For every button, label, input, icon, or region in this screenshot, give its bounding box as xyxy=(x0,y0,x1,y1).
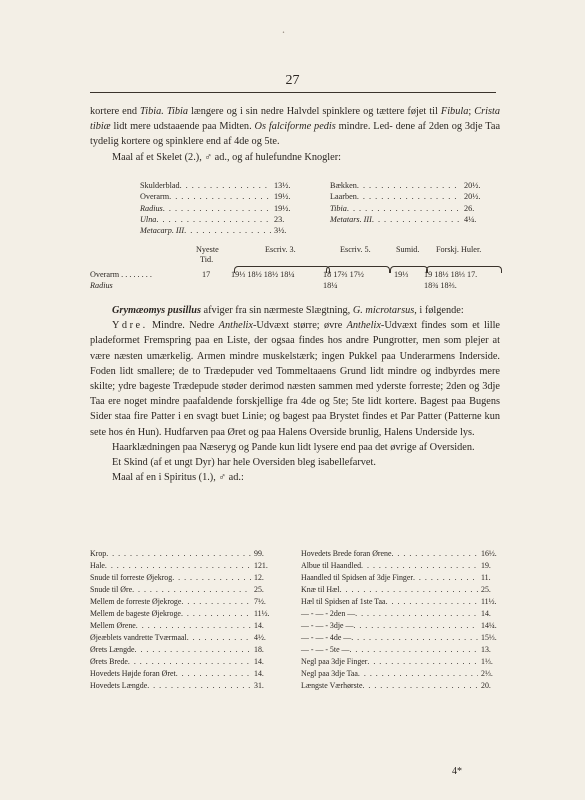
measurement-value: 14. xyxy=(254,669,264,678)
measurement-value: 15⅓. xyxy=(481,633,497,642)
signature-mark: 4* xyxy=(452,766,462,777)
leader-dots xyxy=(357,191,461,202)
header-rule xyxy=(90,92,496,93)
measurement-label: — - — - 3dje — xyxy=(301,621,354,630)
leader-dots xyxy=(187,632,251,644)
leader-dots xyxy=(184,225,271,236)
skeleton-left-column xyxy=(140,180,310,236)
measurement-label: Snude til Øre xyxy=(90,585,133,594)
measurement-value: 11½. xyxy=(254,609,270,618)
measurement-value: 2⅓. xyxy=(481,669,493,678)
measurement-row xyxy=(301,596,507,608)
measurement-row xyxy=(90,632,280,644)
skeleton-label: Radius xyxy=(140,203,163,213)
measurement-row xyxy=(90,644,280,656)
measurement-value: 16½. xyxy=(481,549,497,558)
leader-dots xyxy=(181,596,251,608)
skeleton-label: Skulderblad xyxy=(140,181,180,190)
header-forskj: Forskj. Huler. xyxy=(436,245,482,254)
leader-dots xyxy=(163,203,271,214)
measurement-row xyxy=(90,548,280,560)
text-fragment: Anthelix xyxy=(346,320,381,332)
leader-dots xyxy=(351,632,478,644)
skin-paragraph: Et Skind (af et ungt Dyr) har hele Oversiden bleg isabellefarvet. xyxy=(112,457,376,469)
measurement-value: 7½. xyxy=(254,597,266,606)
text-fragment: Mindre. Nedre xyxy=(147,320,219,332)
text-fragment: Anthelix xyxy=(218,320,253,332)
text-fragment: -Udvæxt større; øvre xyxy=(252,320,347,332)
header-nyeste: Nyeste xyxy=(196,245,219,254)
leader-dots xyxy=(147,680,251,692)
leader-dots xyxy=(358,668,478,680)
skeleton-value: 19½. xyxy=(274,192,291,202)
row-label-text: Overarm xyxy=(90,270,120,279)
skeleton-label: Metatars. III xyxy=(330,214,372,224)
hair-paragraph: Haarklædningen paa Næseryg og Pande kun lidt lysere end paa det øvrige af Oversiden. xyxy=(112,441,475,453)
leader-dots xyxy=(413,572,478,584)
measurement-row xyxy=(301,668,507,680)
leader-dots xyxy=(386,596,478,608)
leader-dots xyxy=(181,608,251,620)
text-fragment: Fibula xyxy=(440,106,469,117)
skeleton-row xyxy=(330,191,500,202)
skeleton-row xyxy=(140,214,310,225)
cell-overarm-escriv3: 19⅓ 18½ 18½ 18¼ xyxy=(231,270,295,279)
measurement-row xyxy=(301,644,507,656)
measurement-row xyxy=(301,656,507,668)
leader-dots xyxy=(136,620,251,632)
measurement-value: 14. xyxy=(254,621,264,630)
stray-mark: • xyxy=(282,30,285,36)
measurement-row xyxy=(90,572,280,584)
skeleton-intro: Maal af et Skelet (2.), ♂ ad., og af hulefundne Knogler: xyxy=(112,151,342,163)
measurement-row xyxy=(90,584,280,596)
leader-dots xyxy=(353,620,478,632)
measurement-label: Snude til forreste Øjekrog xyxy=(90,573,173,582)
measurement-label: Mellem Ørene xyxy=(90,621,136,630)
header-sumid: Sumid. xyxy=(396,245,420,254)
measurement-value: 99. xyxy=(254,549,264,558)
leader-dots xyxy=(132,584,251,596)
header-tid: Tid. xyxy=(200,255,214,264)
measurement-label: — - — - 5te — xyxy=(301,645,350,654)
leader-dots xyxy=(361,560,478,572)
leader-dots xyxy=(340,584,478,596)
cell-radius-forskj: 18¾ 18⅔. xyxy=(424,281,457,290)
section-label: Ydre. xyxy=(112,320,148,332)
text-fragment: Os falciforme pedis xyxy=(254,121,336,133)
measurement-label: Mellem de forreste Øjekroge xyxy=(90,597,182,606)
measurements-left xyxy=(90,548,280,692)
leader-dots xyxy=(128,656,251,668)
text-fragment: afviger fra sin nærmeste Slægtning, xyxy=(200,305,353,316)
cell-overarm-nyeste: 17 xyxy=(202,270,211,279)
skeleton-row xyxy=(140,203,310,214)
measurement-label: Mellem de bageste Øjekroge xyxy=(90,609,181,618)
measurement-label: — - — - 2den — xyxy=(301,609,356,618)
header-escriv5: Escriv. 5. xyxy=(340,245,371,254)
measurement-label: Øjeæblets vandrette Tværmaal xyxy=(90,633,187,642)
measurement-value: 18. xyxy=(254,645,264,654)
measurement-label: Negl paa 3dje Taa xyxy=(301,669,358,678)
cell-overarm-forskj: 19 18½ 18⅓ 17. xyxy=(424,270,478,279)
measurement-label: Knæ til Hæl xyxy=(301,585,340,594)
leader-dots xyxy=(106,548,251,560)
leader-dots xyxy=(349,644,478,656)
external-characters xyxy=(90,318,500,440)
text-fragment: Crista tibiæ xyxy=(90,106,501,133)
measurement-row xyxy=(90,596,280,608)
measurement-value: 11. xyxy=(481,573,491,582)
measurement-row xyxy=(301,680,507,692)
row-label-radius: Radius xyxy=(90,281,113,290)
measurement-label: Ørets Længde xyxy=(90,645,135,654)
related-species: G. microtarsus xyxy=(352,305,415,316)
leader-dots xyxy=(355,608,478,620)
opening-paragraph xyxy=(90,104,500,165)
measurement-value: 1⅓. xyxy=(481,657,493,666)
measurement-value: 14. xyxy=(254,657,264,666)
species-name: Grymæomys pusillus xyxy=(112,305,201,316)
skeleton-label: Metacarp. III xyxy=(140,226,185,236)
measurement-label: Hovedets Højde foran Øret xyxy=(90,669,176,678)
measurement-label: Negl paa 3dje Finger xyxy=(301,657,368,666)
measurement-row xyxy=(301,584,507,596)
measurement-value: 31. xyxy=(254,681,264,690)
species-description xyxy=(90,303,500,485)
text-fragment: -Udvæxt findes som et lille pladeformet Fremspring paa en Liste, der ogsaa findes hos andre Pungrotter, men som plejer at være næsten umærkelig. Armen mindre muskelstærk; ingen Pukkel paa Underarmens Inderside. Foden lidt smallere; de to Trædepuder ved Tommeltaaens Grund lidt mindre og indbyrdes mere skilte; ydre bageste Trædepude støder derimod næsten sammen med yderste forreste; 2den og 3dje Taa ere noget mindre paafaldende forskjellige fra 4de og 5te; 5te lidt kortere. Bagest paa Bugens Sider staa fire Patter i en svagt buet Linie; og bagest paa Brystet findes et Par Patter (Patterne kun sete hos én Hun). Hudfarven paa Øret og paa Halens Overside brunlig, Halens Underside lys. xyxy=(90,320,500,438)
leader-dots xyxy=(367,656,478,668)
measurement-row xyxy=(90,608,280,620)
skeleton-value: 4¼. xyxy=(464,214,477,224)
skeleton-label: Bækken xyxy=(330,181,357,190)
skeleton-value: 20½. xyxy=(464,192,481,202)
spirit-measure-intro: Maal af en i Spiritus (1.), ♂ ad.: xyxy=(112,472,244,484)
skeleton-label: Tibia xyxy=(330,203,347,213)
leader-dots xyxy=(135,644,252,656)
measurement-row xyxy=(90,560,280,572)
text-fragment: Tibia xyxy=(166,106,189,117)
measurement-value: 4½. xyxy=(254,633,266,642)
text-fragment: mindre. Led- xyxy=(335,121,393,133)
measurement-row xyxy=(90,620,280,632)
skeleton-row xyxy=(140,180,310,191)
leader-dots xyxy=(169,191,271,202)
cell-radius-escriv5: 18¼ xyxy=(323,281,338,290)
skeleton-label: Laarben xyxy=(330,192,357,202)
leader-dots xyxy=(180,180,271,191)
cell-overarm-escriv5: 18 17⅔ 17½ xyxy=(323,270,364,279)
measurement-value: 12. xyxy=(254,573,264,582)
measurement-label: Hovedets Længde xyxy=(90,681,148,690)
measurement-row xyxy=(301,548,507,560)
measurement-row xyxy=(90,680,280,692)
measurement-label: Albue til Haandled xyxy=(301,561,362,570)
leader-dots xyxy=(357,180,461,191)
text-fragment: ; xyxy=(468,106,475,117)
cell-overarm-sumid: 19⅓ xyxy=(394,270,409,279)
skeleton-row xyxy=(330,214,500,225)
leader-dots xyxy=(391,548,478,560)
row-label-overarm: Overarm . . . . . . . . xyxy=(90,270,152,279)
measurement-label: Længste Værhørste xyxy=(301,681,363,690)
skeleton-value: 23. xyxy=(274,214,285,224)
text-fragment: længere og i sin nedre Halvdel spinklere og tættere føjet til xyxy=(188,106,438,117)
measurement-value: 20. xyxy=(481,681,491,690)
measurement-value: 14¼. xyxy=(481,621,497,630)
measurement-value: 121. xyxy=(254,561,268,570)
species-intro xyxy=(90,303,500,318)
leader-dots xyxy=(172,572,251,584)
header-escriv3: Escriv. 3. xyxy=(265,245,296,254)
measurement-value: 13. xyxy=(481,645,491,654)
measurement-value: 19. xyxy=(481,561,491,570)
measurement-label: Hæl til Spidsen af 1ste Taa xyxy=(301,597,386,606)
measurement-label: — - — - 4de — xyxy=(301,633,352,642)
skeleton-label: Overarm xyxy=(140,192,170,202)
measurement-value: 25. xyxy=(254,585,264,594)
leader-dots xyxy=(156,214,271,225)
measurement-row xyxy=(301,572,507,584)
skeleton-row xyxy=(140,225,310,236)
skeleton-row xyxy=(330,203,500,214)
skeleton-value: 26. xyxy=(464,203,475,213)
measurement-row xyxy=(301,632,507,644)
measurement-label: Krop xyxy=(90,549,107,558)
text-fragment: kortere end xyxy=(90,106,141,117)
measurements-right xyxy=(301,548,507,692)
skeleton-label: Ulna xyxy=(140,214,157,224)
page-number: 27 xyxy=(285,73,300,88)
text-fragment: dene af 2den og 3dje Taa tydelig kortere og spinklere end af 4de og 5te. xyxy=(90,121,501,148)
measurement-label: Hale xyxy=(90,561,105,570)
skeleton-value: 20½. xyxy=(464,181,481,190)
measurement-label: Ørets Brede xyxy=(90,657,128,666)
leader-dots xyxy=(362,680,478,692)
leader-dots xyxy=(105,560,251,572)
leader-dots xyxy=(372,214,461,225)
skeleton-row xyxy=(140,191,310,202)
text-fragment: Tibia. xyxy=(140,106,164,117)
leader-dots xyxy=(176,668,251,680)
skeleton-row xyxy=(330,180,500,191)
measurement-label: Hovedets Brede foran Ørene xyxy=(301,549,392,558)
measurement-value: 11½. xyxy=(481,597,497,606)
text-fragment: , i følgende: xyxy=(414,305,464,316)
measurement-row xyxy=(90,668,280,680)
measurement-value: 25. xyxy=(481,585,491,594)
measurement-label: Haandled til Spidsen af 3dje Finger xyxy=(301,573,413,582)
measurement-row xyxy=(301,560,507,572)
measurement-row xyxy=(90,656,280,668)
skeleton-value: 13½. xyxy=(274,181,291,190)
skeleton-right-column xyxy=(330,180,500,225)
measurement-value: 14. xyxy=(481,609,491,618)
measurement-row xyxy=(301,608,507,620)
measurement-row xyxy=(301,620,507,632)
skeleton-value: 3½. xyxy=(274,226,287,236)
text-fragment: lidt mere udstaaende paa Midten. xyxy=(110,121,255,133)
leader-dots xyxy=(347,203,461,214)
skeleton-value: 19½. xyxy=(274,203,291,213)
